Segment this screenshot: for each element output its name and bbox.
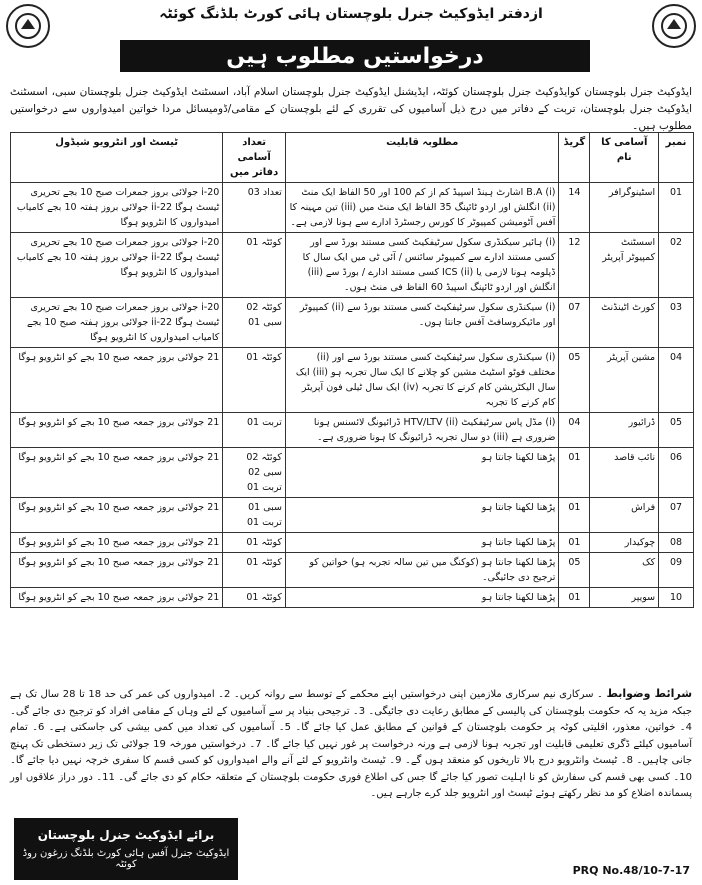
row-posts: کوئٹہ 01 (223, 588, 286, 608)
row-posts: تعداد 03 (223, 183, 286, 233)
row-posts: کوئٹہ 02 سبی 01 (223, 298, 286, 348)
row-posts: تربت 01 (223, 413, 286, 448)
row-qualification: پڑھنا لکھنا جانتا ہو (285, 588, 559, 608)
terms-title: شرائط وضوابط (606, 687, 693, 700)
row-grade: 01 (559, 498, 590, 533)
row-posts: کوئٹہ 01 (223, 533, 286, 553)
balochistan-emblem-right (652, 4, 696, 48)
signature-line-2: ایڈوکیٹ جنرل آفس ہائی کورٹ بلڈنگ زرغون روڈ کوئٹہ (22, 848, 230, 870)
row-post: چوکیدار (590, 533, 659, 553)
row-schedule: 21 جولائی بروز جمعہ صبح 10 بجے کو انٹرویو ہوگا (11, 413, 223, 448)
table-row (11, 448, 694, 498)
row-posts: کوئٹہ 01 (223, 348, 286, 413)
row-schedule: 21 جولائی بروز جمعہ صبح 10 بجے کو انٹرویو ہوگا (11, 533, 223, 553)
row-qualification: (i) B.A اشارٹ ہینڈ اسپیڈ کم از کم 100 اور 50 الفاظ ایک منٹ (ii) انگلش اور اردو ٹائپنگ 35 الفاظ ایک منٹ میں (iii) تین مہینہ کا آفس آٹومیشن کمپیوٹر کا کورس رجسٹرڈ ادارے سے ہونا لازمی ہے۔ (285, 183, 559, 233)
row-schedule: 21 جولائی بروز جمعہ صبح 10 بجے کو انٹرویو ہوگا (11, 348, 223, 413)
row-grade: 05 (559, 553, 590, 588)
row-qualification: (i) مڈل پاس سرٹیفکیٹ (ii) HTV/LTV ڈرائیونگ لائسنس ہونا ضروری ہے (iii) دو سال تجربہ ڈرائیونگ کا ہونا ضروری ہے۔ (285, 413, 559, 448)
row-no: 10 (659, 588, 694, 608)
row-grade: 14 (559, 183, 590, 233)
row-posts: کوئٹہ 01 (223, 553, 286, 588)
row-post: سویپر (590, 588, 659, 608)
terms-and-conditions (10, 686, 692, 803)
row-schedule: 21 جولائی بروز جمعہ صبح 10 بجے کو انٹرویو ہوگا (11, 448, 223, 498)
table-row (11, 588, 694, 608)
row-posts: کوئٹہ 02 سبی 02 تربت 01 (223, 448, 286, 498)
office-heading: ازدفتر ایڈوکیٹ جنرل بلوچستان ہائی کورٹ بلڈنگ کوئٹہ (159, 6, 543, 22)
row-schedule: 21 جولائی بروز جمعہ صبح 10 بجے کو انٹرویو ہوگا (11, 498, 223, 533)
row-grade: 01 (559, 588, 590, 608)
signature-block (14, 818, 238, 880)
table-row (11, 348, 694, 413)
row-grade: 01 (559, 448, 590, 498)
row-qualification: (i) ہائیر سیکنڈری سکول سرٹیفکیٹ کسی مستند بورڈ سے اور کسی مستند ادارے سے کمپیوٹر سائنس / آئی ٹی میں ایک سال کا ڈپلومہ ہونا لازمی یا (ii) ICS کسی مستند ادارے / بورڈ سے (iii) انگلش اور اردو ٹائپنگ اسپیڈ 60 الفاظ فی منٹ ہوں۔ (285, 233, 559, 298)
row-post: کک (590, 553, 659, 588)
table-row (11, 413, 694, 448)
row-qualification: پڑھنا لکھنا جانتا ہو (285, 448, 559, 498)
row-qualification: پڑھنا لکھنا جانتا ہو (کوکنگ میں تین سالہ تجربہ ہو) خواتین کو ترجیح دی جائیگی۔ (285, 553, 559, 588)
table-row (11, 533, 694, 553)
row-schedule: 20-i جولائی بروز جمعرات صبح 10 بجے تحریری ٹیسٹ ہوگا ii-22 جولائی بروز ہفتہ 10 بجے کامیاب امیدواروں کا انٹرویو ہوگا (11, 183, 223, 233)
terms-text: ۔ سرکاری نیم سرکاری ملازمین اپنی درخواستیں اپنے محکمے کے توسط سے روانہ کریں۔ 2۔ امیدواروں کی عمر کی حد 18 تا 28 سال تک ہے جبکہ مزید یہ کہ حکومت بلوچستان کی پالیسی کے مطابق رعایت دی جائیگی۔ 3۔ ترجیحی بنیاد پر سے آسامیوں کے لئے وہاں کے مقامی افراد کو ترجیح دی جائے گی۔ 4۔ خواتین، معذور، اقلیتی کوٹہ پر حکومت بلوچستان کے قوانین کے مطابق عمل کیا جائے گا۔ 5۔ آسامیوں کی تعداد میں کمی بیشی کی جاسکتی ہے۔ 6۔ تمام آسامیوں کیلئے ڈگری تعلیمی قابلیت اور تجربہ ہونا لازمی ہے ورنہ درخواست پر غور نہیں کیا جائے گا۔ 7۔ درخواستیں مورخہ 19 جولائی تک زیر دستخطی تک پہنچ جانی چاہیں۔ 8۔ ٹیسٹ وانٹرویو درج بالا تاریخوں کو منعقد ہوں گے۔ 9۔ ٹیسٹ وانٹرویو کے لئے آنے والے امیدواروں کو کسی قسم کا سفری خرچہ نہیں دیا جائے گا۔ 10۔ کسی بھی قسم کی سفارش کو نا اہلیت تصور کیا جائے گا جس کی اطلاع فوری حکومت بلوچستان کے متعلقہ حکام کو دی جائے گی۔ 11۔ دور دراز علاقوں اور پسماندہ اضلاع کو مد نظر رکھتے ہوئے ٹیسٹ اور انٹرویو جلد کرے جارہے ہیں۔ (10, 689, 693, 799)
row-post: اسٹینوگرافر (590, 183, 659, 233)
row-no: 03 (659, 298, 694, 348)
table-row (11, 553, 694, 588)
row-no: 02 (659, 233, 694, 298)
row-grade: 01 (559, 533, 590, 553)
signature-line-1: برائے ایڈوکیٹ جنرل بلوچستان (37, 828, 215, 842)
row-no: 06 (659, 448, 694, 498)
row-no: 01 (659, 183, 694, 233)
row-grade: 04 (559, 413, 590, 448)
row-post: فراش (590, 498, 659, 533)
row-schedule: 21 جولائی بروز جمعہ صبح 10 بجے کو انٹرویو ہوگا (11, 588, 223, 608)
row-post: نائب قاصد (590, 448, 659, 498)
header-posts: تعداد آسامی دفاتر میں (223, 133, 286, 183)
intro-paragraph: ایڈوکیٹ جنرل بلوچستان کوایڈوکیٹ جنرل بلوچستان کوئٹہ، ایڈیشنل ایڈوکیٹ جنرل بلوچستان اسلام آباد، اسسٹنٹ ایڈوکیٹ جنرل بلوچستان سبی، اسسٹنٹ ایڈوکیٹ جنرل بلوچستان، تربت کے دفاتر میں درج ذیل آسامیوں کی تقرری کے لئے بلوچستان کے مقامی/ڈومیسائل مردا خواتین امیدواروں سے درخواستیں مطلوب ہیں۔ (10, 86, 692, 132)
row-qualification: (i) سیکنڈری سکول سرٹیفکیٹ کسی مستند بورڈ سے (ii) کمپیوٹر اور مائیکروسافٹ آفس جانتا ہوں۔ (285, 298, 559, 348)
table-row (11, 183, 694, 233)
row-qualification: پڑھنا لکھنا جانتا ہو (285, 498, 559, 533)
header-post: آسامی کا نام (590, 133, 659, 183)
vacancies-table (10, 132, 694, 608)
row-posts: کوئٹہ 01 (223, 233, 286, 298)
row-no: 07 (659, 498, 694, 533)
table-row (11, 498, 694, 533)
row-no: 09 (659, 553, 694, 588)
header-grade: گریڈ (559, 133, 590, 183)
row-grade: 12 (559, 233, 590, 298)
table-header-row (11, 133, 694, 183)
row-schedule: 20-i جولائی بروز جمعرات صبح 10 بجے تحریری ٹیسٹ ہوگا ii-22 جولائی بروز ہفتہ 10 بجے کامیاب امیدواروں کا انٹرویو ہوگا (11, 233, 223, 298)
header-schedule: ٹیسٹ اور انٹرویو شیڈول (11, 133, 223, 183)
row-schedule: 20-i جولائی بروز جمعرات صبح 10 بجے تحریری ٹیسٹ ہوگا ii-22 جولائی بروز ہفتہ صبح 10 بجے کامیاب امیدواروں کا انٹرویو ہوگا (11, 298, 223, 348)
row-post: کورٹ اٹینڈنٹ (590, 298, 659, 348)
table-row (11, 298, 694, 348)
row-qualification: (i) سیکنڈری سکول سرٹیفکیٹ کسی مستند بورڈ سے اور (ii) مختلف فوٹو اسٹیٹ مشین کو چلانے کا ایک سال تجربہ ہو (iii) ایک سال الیکٹریشن کام کرنے کا تجربہ (iv) ایک سال ٹیلی فون آپریٹر کام کرنے کا تجربہ (285, 348, 559, 413)
row-qualification: پڑھنا لکھنا جانتا ہو (285, 533, 559, 553)
row-no: 04 (659, 348, 694, 413)
balochistan-emblem-left (6, 4, 50, 48)
row-no: 08 (659, 533, 694, 553)
table-row (11, 233, 694, 298)
row-post: ڈرائیور (590, 413, 659, 448)
row-posts: سبی 01 تربت 01 (223, 498, 286, 533)
row-schedule: 21 جولائی بروز جمعہ صبح 10 بجے کو انٹرویو ہوگا (11, 553, 223, 588)
prq-reference: PRQ No.48/10-7-17 (572, 864, 690, 877)
header-no: نمبر (659, 133, 694, 183)
row-grade: 05 (559, 348, 590, 413)
row-no: 05 (659, 413, 694, 448)
row-post: مشین آپریٹر (590, 348, 659, 413)
applications-wanted-banner: درخواستیں مطلوب ہیں (120, 40, 590, 72)
header-qualification: مطلوبہ قابلیت (285, 133, 559, 183)
row-post: اسسٹنٹ کمپیوٹر آپریٹر (590, 233, 659, 298)
row-grade: 07 (559, 298, 590, 348)
